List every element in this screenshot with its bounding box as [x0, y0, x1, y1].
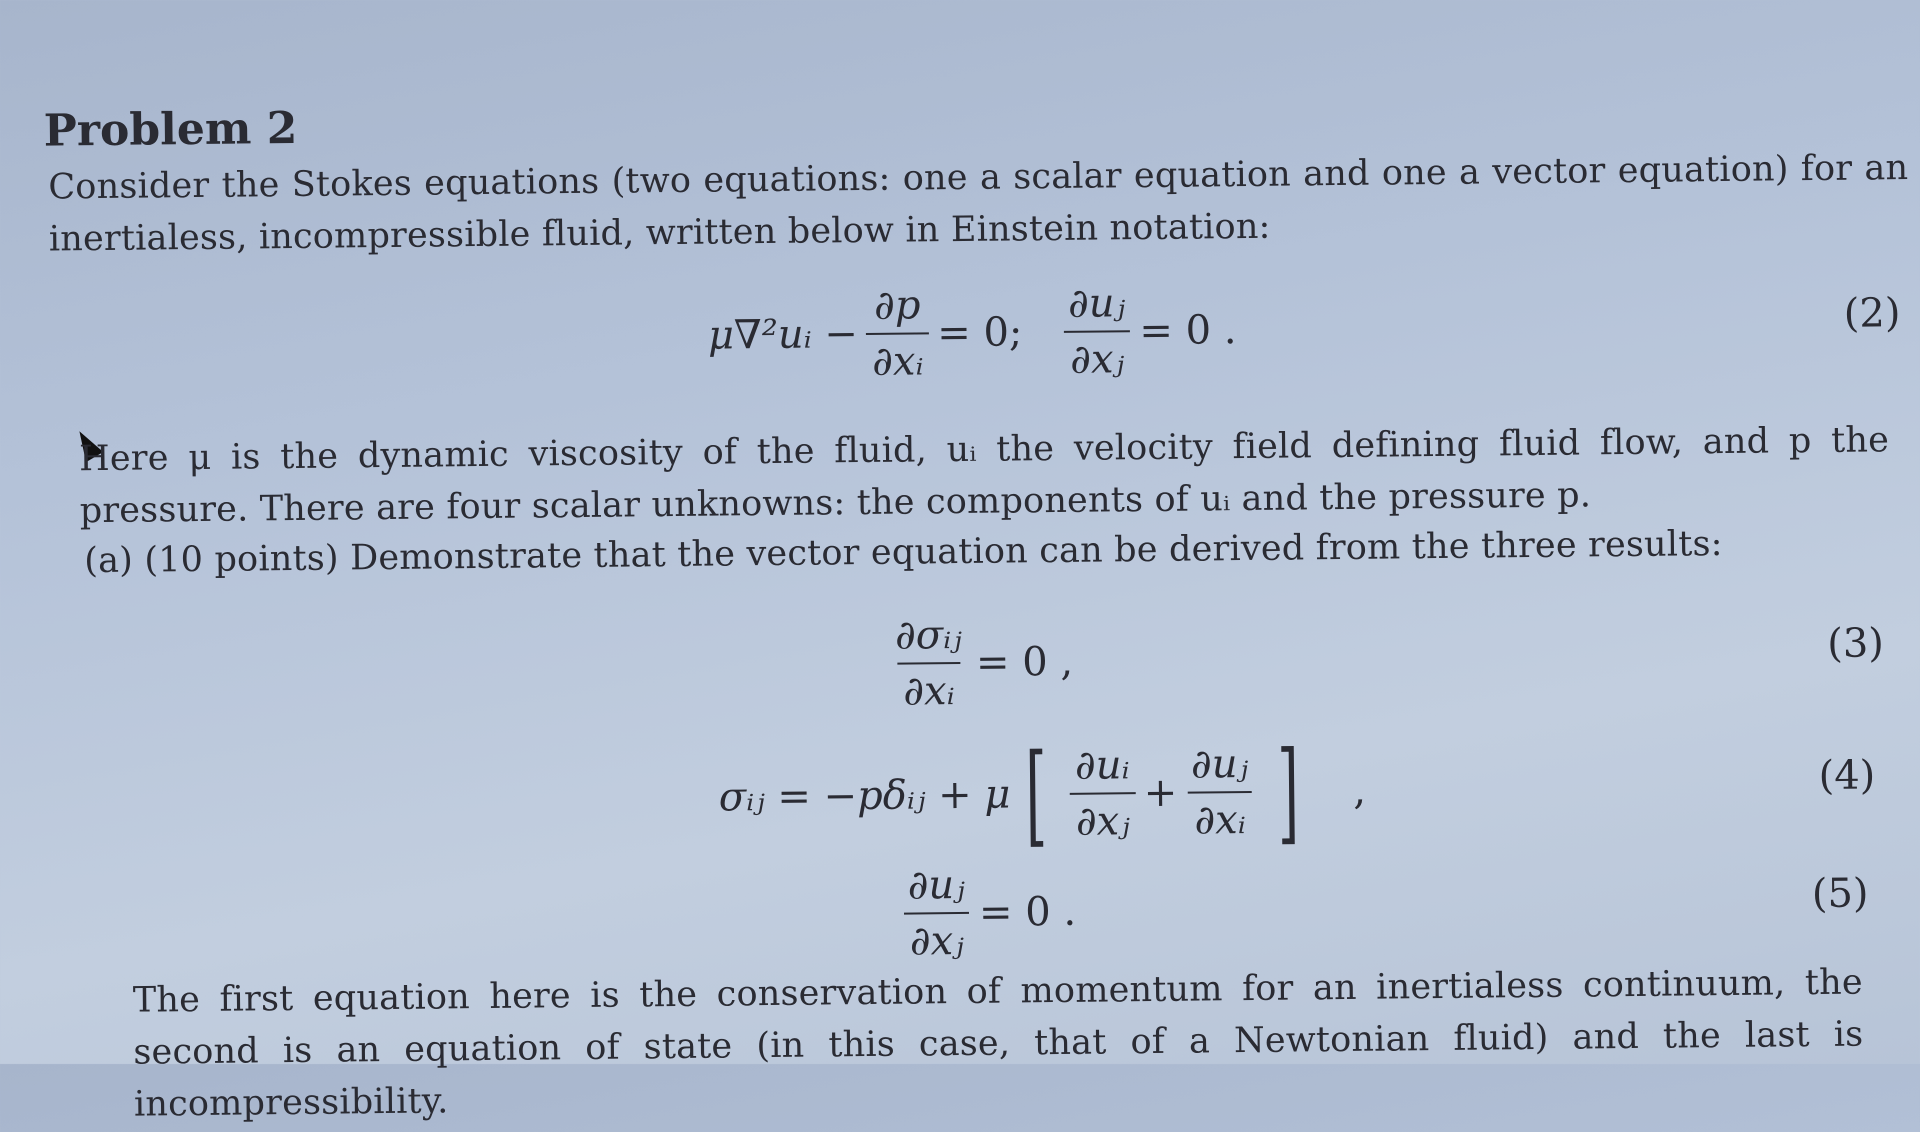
eq2-mid: = 0; [936, 309, 1023, 357]
eq2-den-2: ∂xⱼ [1064, 330, 1130, 383]
eq3-label: (3) [1826, 620, 1885, 667]
eq5-num: ∂uⱼ [907, 861, 965, 909]
intro-paragraph: Consider the Stokes equations (two equations: one a scalar equation and one a vector equation) for an inertialess, incompressible fluid, written below in Einstein notation: [48, 148, 1909, 260]
eq4-den-2: ∂xᵢ [1188, 791, 1252, 844]
eq4-num-2: ∂uⱼ [1190, 740, 1249, 788]
eq4-lhs: σᵢⱼ = −pδᵢⱼ + μ [718, 771, 1011, 821]
eq3-den: ∂xᵢ [897, 662, 961, 715]
left-bracket: [ [1024, 730, 1048, 859]
eq3-frac [889, 612, 969, 715]
eq2-num-1: ∂p [873, 282, 921, 329]
eq2-lhs: μ∇²uᵢ − [707, 311, 859, 359]
eq2-label: (2) [1843, 290, 1901, 337]
part-a-text: (a) (10 points) Demonstrate that the vector equation can be derived from the three results: [84, 524, 1723, 582]
eq3-rhs: = 0 , [975, 638, 1074, 686]
eq4-den-1: ∂xⱼ [1070, 792, 1136, 845]
eq4-label: (4) [1818, 752, 1876, 800]
equation-5 [893, 861, 1076, 965]
problem-heading: Problem 2 [43, 102, 298, 157]
eq4-frac-2 [1185, 741, 1255, 844]
eq2-num-2: ∂uⱼ [1067, 280, 1126, 327]
equation-2 [707, 279, 1237, 387]
eq3-num: ∂σᵢⱼ [894, 611, 962, 659]
closing-paragraph: The first equation here is the conservation of momentum for an inertialess continuum, the second is an equation of state (in this case, that of a Newtonian fluid) and the last is incompressibility. [132, 962, 1864, 1125]
eq4-frac-1 [1069, 742, 1137, 845]
eq5-label: (5) [1811, 870, 1869, 918]
right-bracket: ] [1276, 727, 1300, 856]
equation-4 [718, 727, 1367, 859]
eq4-num-1: ∂uᵢ [1074, 742, 1130, 789]
description-paragraph: Here μ is the dynamic viscosity of the fluid, uᵢ the velocity field defining fluid flow, and p the pressure. There are four scalar unknowns: the components of uᵢ and the pressure p. [78, 420, 1890, 532]
eq2-frac-1 [865, 282, 929, 385]
eq5-rhs: = 0 . [978, 888, 1077, 936]
eq4-plus: + [1143, 769, 1178, 817]
eq2-frac-2 [1062, 280, 1132, 383]
eq2-den-1: ∂xᵢ [866, 332, 930, 385]
equation-3 [881, 611, 1074, 715]
eq2-rhs: = 0 . [1139, 307, 1237, 355]
eq5-den: ∂xⱼ [904, 912, 970, 965]
eq4-rhs: , [1352, 767, 1367, 814]
eq5-frac [901, 862, 971, 965]
